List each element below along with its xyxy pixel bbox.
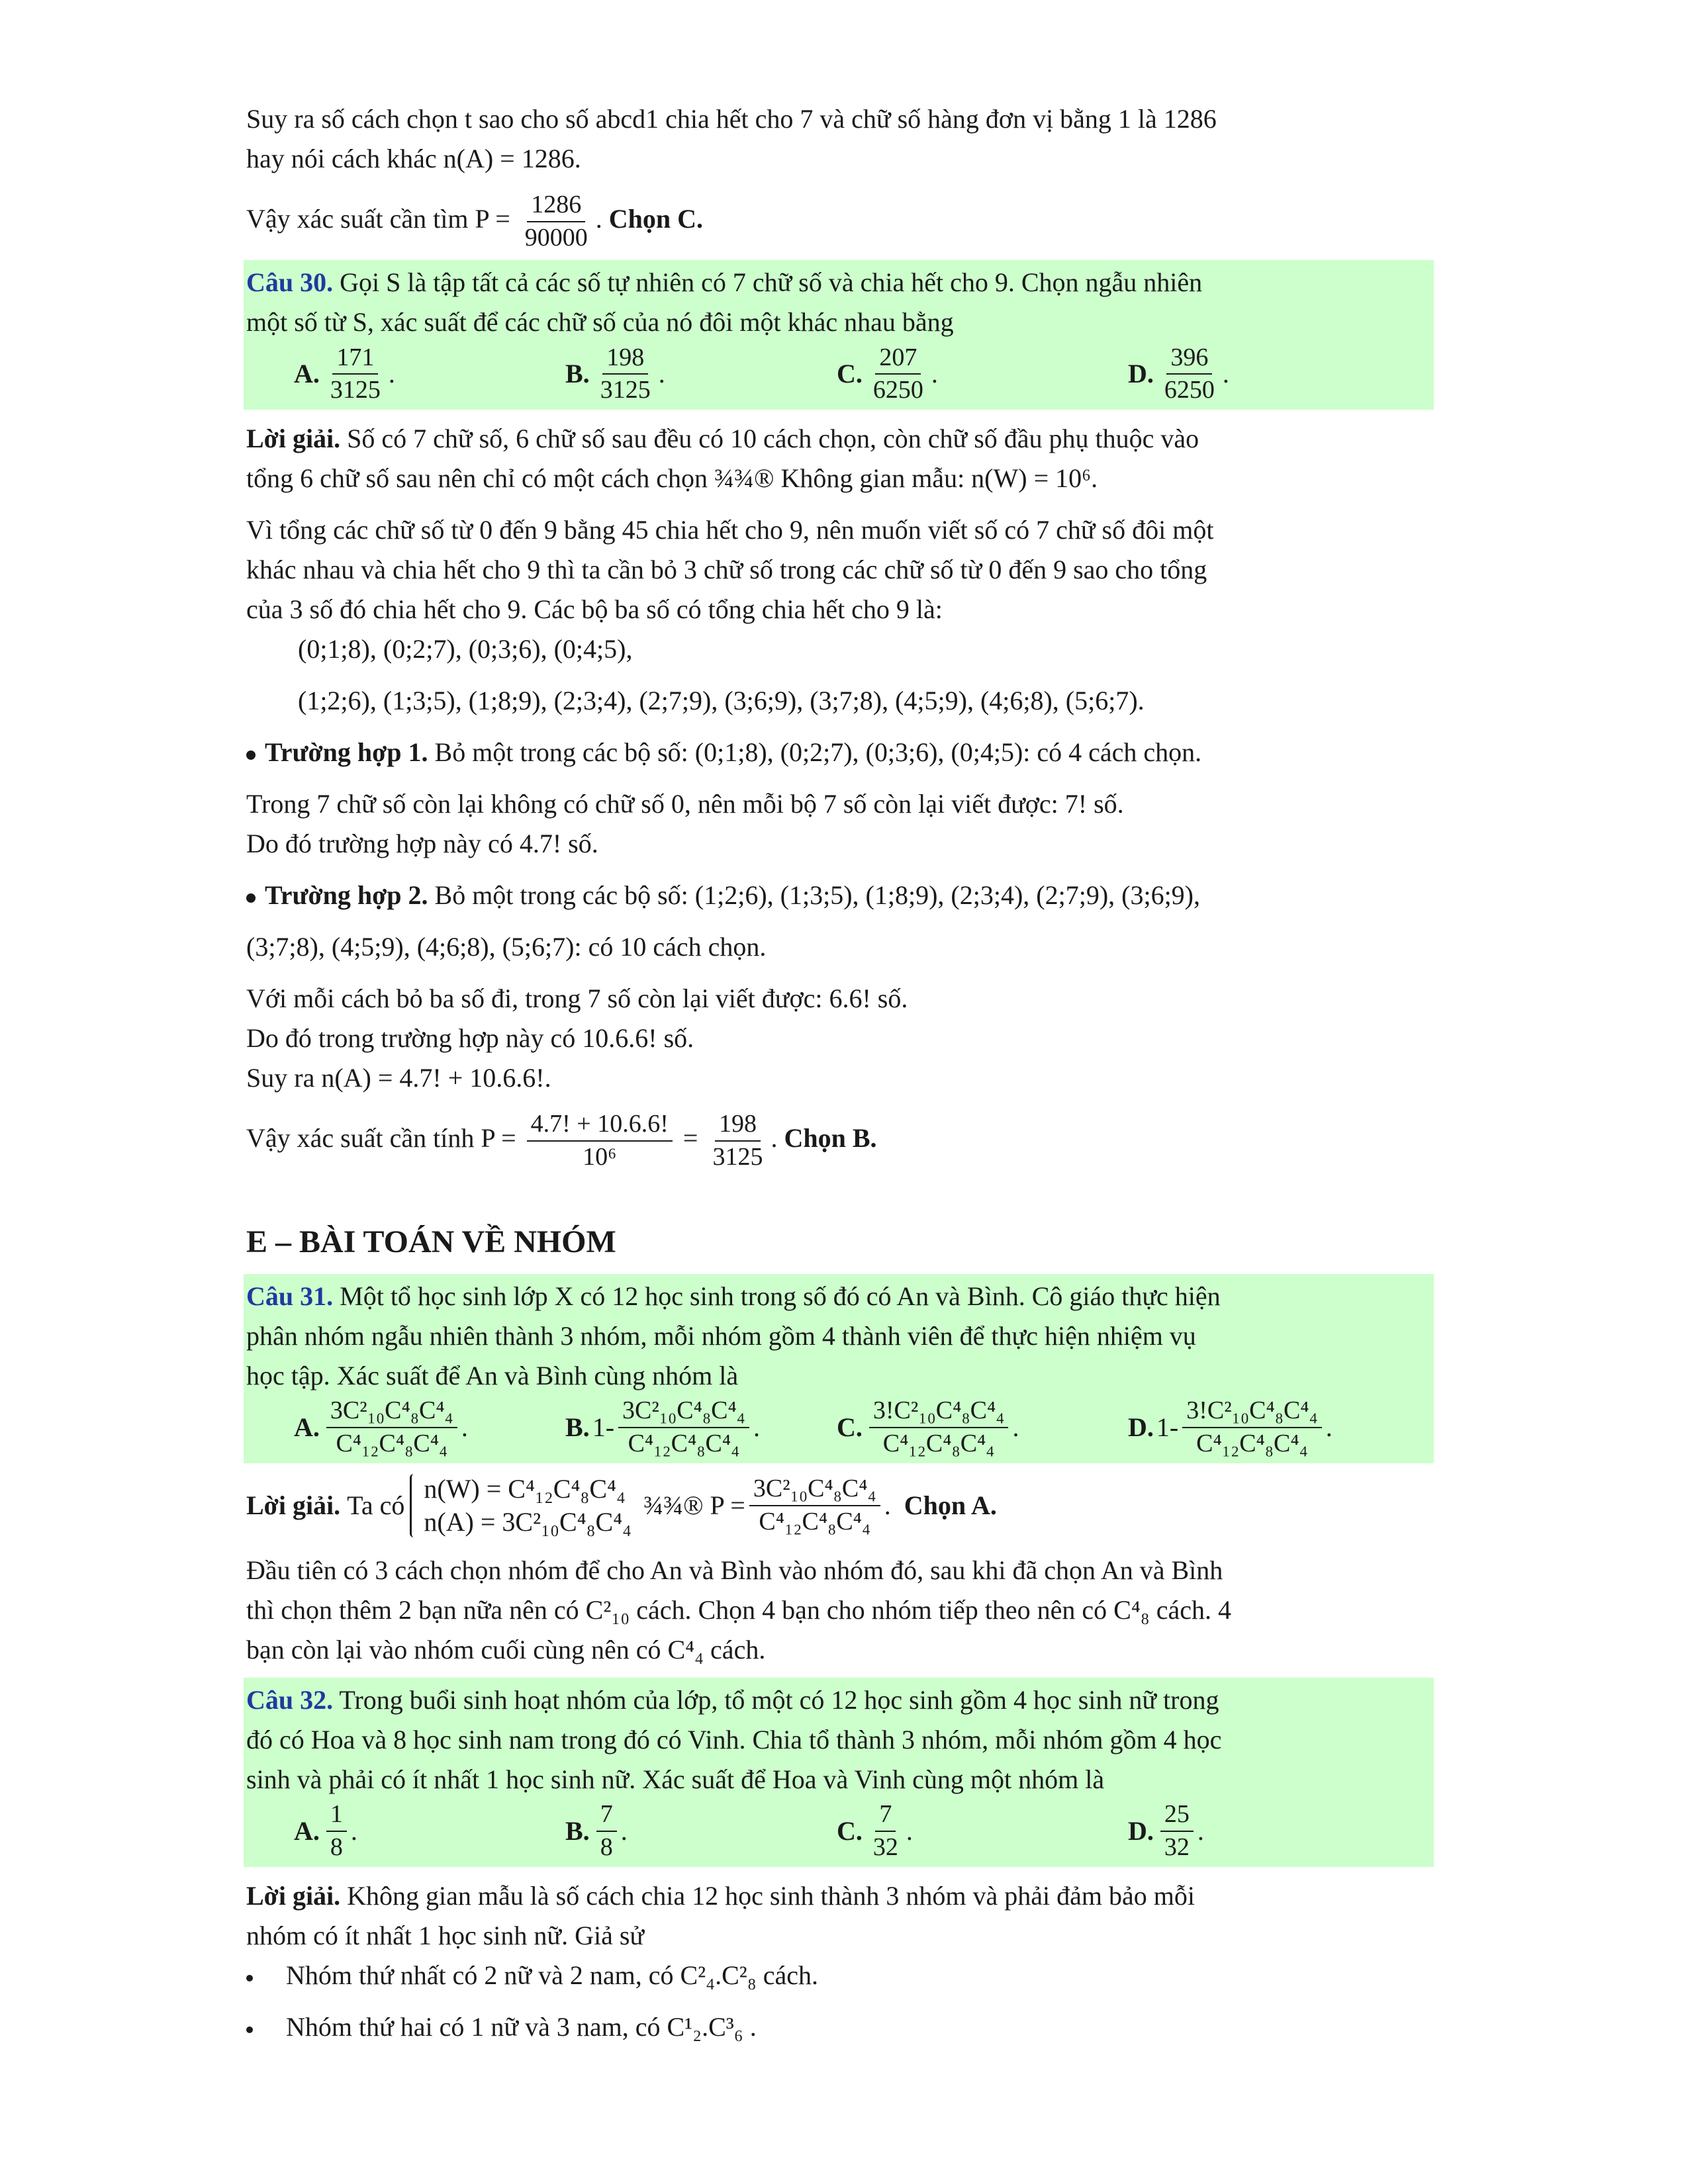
solution-30-choice: Chọn B. bbox=[784, 1123, 877, 1154]
bullet-icon bbox=[246, 751, 256, 760]
intro-fraction: $\frac{1286}{90000}$ bbox=[524, 191, 588, 251]
solution-32-line-2: nhóm có ít nhất 1 học sinh nữ. Giả sử bbox=[246, 1920, 645, 1950]
question-31-option-d[interactable]: D. 1- $\frac{\text{3!C²₁₀C⁴₈C⁴₄}}{\text{C⁴₁₂C⁴₈C⁴₄}}$ . bbox=[1128, 1396, 1333, 1457]
solution-31-line-1: Đầu tiên có 3 cách chọn nhóm để cho An và Bình vào nhóm đó, sau khi đã chọn An và Bình bbox=[246, 1555, 1223, 1585]
question-31-option-b[interactable]: B. 1- $\frac{\text{3C²₁₀C⁴₈C⁴₄}}{\text{C⁴₁₂C⁴₈C⁴₄}}$ . bbox=[565, 1396, 760, 1457]
question-30-text-1: Gọi S là tập tất cả các số tự nhiên có 7 chữ số và chia hết cho 9. Chọn ngẫu nhiên bbox=[340, 267, 1203, 298]
case-2-line-4: Do đó trong trường hợp này có 10.6.6! số. bbox=[246, 1023, 694, 1054]
question-32-text-3: sinh và phải có ít nhất 1 học sinh nữ. Xác suất để Hoa và Vinh cùng một nhóm là bbox=[246, 1764, 1105, 1794]
brace-icon bbox=[410, 1474, 418, 1537]
question-30-option-b[interactable]: B. $\frac{198}{3125}$ . bbox=[565, 343, 665, 404]
solution-30-label: Lời giải. bbox=[246, 424, 341, 454]
bullet-icon bbox=[246, 2026, 253, 2033]
case-2-line-5: Suy ra n(A) = 4.7! + 10.6.6!. bbox=[246, 1063, 551, 1093]
question-30-label: Câu 30. bbox=[246, 267, 334, 298]
solution-31-system: Lời giải. Ta có n(W) = C⁴₁₂C⁴₈C⁴₄ n(A) = 3C²₁₀C⁴₈C⁴₄ ¾¾® P = $\frac{\text{3C²₁₀C⁴₈C⁴₄}}{\text{C⁴₁₂C⁴₈C⁴₄}}$ . Chọn A. bbox=[246, 1473, 1431, 1539]
solution-32-bullet-1: Nhóm thứ nhất có 2 nữ và 2 nam, có C²₄.C²₈ cách. bbox=[246, 1956, 1431, 1995]
question-31-text-3: học tập. Xác suất để An và Bình cùng nhóm là bbox=[246, 1360, 739, 1390]
solution-32-line-1: Không gian mẫu là số cách chia 12 học sinh thành 3 nhóm và phải đảm bảo mỗi bbox=[347, 1880, 1195, 1911]
solution-30-line-4: khác nhau và chia hết cho 9 thì ta cần bỏ 3 chữ số trong các chữ số từ 0 đến 9 sao cho tổng bbox=[246, 555, 1207, 585]
intro-choice: Chọn C. bbox=[608, 203, 704, 234]
question-32-option-a[interactable]: A. $\frac{1}{8}$ . bbox=[294, 1800, 357, 1861]
bullet-icon bbox=[246, 893, 256, 903]
question-30-options bbox=[246, 342, 1431, 406]
question-32-option-b[interactable]: B. $\frac{7}{8}$ . bbox=[565, 1800, 628, 1861]
question-30-option-c[interactable]: C. $\frac{207}{6250}$ . bbox=[837, 343, 938, 404]
final-fraction-2: $\frac{198}{3125}$ bbox=[712, 1110, 763, 1171]
question-32-box bbox=[244, 1678, 1434, 1867]
document-page bbox=[246, 99, 1431, 2047]
solution-31-line-2: thì chọn thêm 2 bạn nữa nên có C²₁₀ cách. Chọn 4 bạn cho nhóm tiếp theo nên có C⁴₈ cách. 4 bbox=[246, 1594, 1231, 1625]
final-fraction-1: $\frac{4.7! + 10.6.6!}{\text{10⁶}}$ bbox=[527, 1110, 673, 1171]
question-31-box bbox=[244, 1274, 1434, 1463]
solution-30-sets-2: (1;2;6), (1;3;5), (1;8;9), (2;3;4), (2;7;9), (3;6;9), (3;7;8), (4;5;9), (4;6;8), (5;6;7). bbox=[298, 686, 1145, 716]
question-32-label: Câu 32. bbox=[246, 1684, 334, 1715]
question-31-option-a[interactable]: A. $\frac{\text{3C²₁₀C⁴₈C⁴₄}}{\text{C⁴₁₂C⁴₈C⁴₄}}$ . bbox=[294, 1396, 468, 1457]
case-1: Trường hợp 1. Bỏ một trong các bộ số: (0;1;8), (0;2;7), (0;3;6), (0;4;5): có 4 cách chọn. bbox=[246, 733, 1431, 772]
question-30-box bbox=[244, 260, 1434, 410]
solution-31-label: Lời giải. bbox=[246, 1490, 341, 1520]
question-31-options bbox=[246, 1396, 1431, 1459]
case-1-line-3: Do đó trường hợp này có 4.7! số. bbox=[246, 829, 598, 859]
solution-30-final: Vậy xác suất cần tính P = $\frac{4.7! + 10.6.6!}{\text{10⁶}}$ = $\frac{198}{3125}$ . Chọn B. bbox=[246, 1110, 877, 1171]
intro-probability: Vậy xác suất cần tìm P = $\frac{1286}{90000}$ . Chọn C. bbox=[246, 191, 704, 251]
case-2-line-3: Với mỗi cách bỏ ba số đi, trong 7 số còn lại viết được: 6.6! số. bbox=[246, 983, 908, 1014]
solution-30-sets-1: (0;1;8), (0;2;7), (0;3;6), (0;4;5), bbox=[298, 634, 633, 664]
question-31-text-1: Một tổ học sinh lớp X có 12 học sinh trong số đó có An và Bình. Cô giáo thực hiện bbox=[340, 1281, 1221, 1311]
solution-30-line-1: Số có 7 chữ số, 6 chữ số sau đều có 10 cách chọn, còn chữ số đầu phụ thuộc vào bbox=[347, 424, 1199, 454]
solution-32-bullet-2: Nhóm thứ hai có 1 nữ và 3 nam, có C¹₂.C³₆ . bbox=[246, 2007, 1431, 2047]
question-32-option-d[interactable]: D. $\frac{25}{32}$ . bbox=[1128, 1800, 1204, 1861]
question-32-option-c[interactable]: C. $\frac{7}{32}$ . bbox=[837, 1800, 913, 1861]
case-2: Trường hợp 2. Bỏ một trong các bộ số: (1;2;6), (1;3;5), (1;8;9), (2;3;4), (2;7;9), (3;6;9), bbox=[246, 876, 1431, 915]
bullet-icon bbox=[246, 1975, 253, 1981]
question-30-option-a[interactable]: A. $\frac{171}{3125}$ . bbox=[294, 343, 395, 404]
question-31-text-2: phân nhóm ngẫu nhiên thành 3 nhóm, mỗi nhóm gồm 4 thành viên để thực hiện nhiệm vụ bbox=[246, 1320, 1196, 1351]
question-30-option-d[interactable]: D. $\frac{396}{6250}$ . bbox=[1128, 343, 1229, 404]
solution-30-line-2: tổng 6 chữ số sau nên chỉ có một cách chọn ¾¾® Không gian mẫu: n(W) = 10⁶. bbox=[246, 463, 1098, 494]
question-32-text-2: đó có Hoa và 8 học sinh nam trong đó có Vinh. Chia tổ thành 3 nhóm, mỗi nhóm gồm 4 học bbox=[246, 1724, 1222, 1754]
solution-31-line-3: bạn còn lại vào nhóm cuối cùng nên có C⁴₄ cách. bbox=[246, 1634, 766, 1664]
equation-system: n(W) = C⁴₁₂C⁴₈C⁴₄ n(A) = 3C²₁₀C⁴₈C⁴₄ bbox=[410, 1473, 632, 1539]
intro-line-1: Suy ra số cách chọn t sao cho số abcd1 chia hết cho 7 và chữ số hàng đơn vị bằng 1 là 1286 bbox=[246, 104, 1217, 134]
question-32-text-1: Trong buổi sinh hoạt nhóm của lớp, tổ một có 12 học sinh gồm 4 học sinh nữ trong bbox=[339, 1684, 1219, 1715]
question-30-text-2: một số từ S, xác suất để các chữ số của nó đôi một khác nhau bằng bbox=[246, 307, 954, 338]
solution-31-fraction: $\frac{\text{3C²₁₀C⁴₈C⁴₄}}{\text{C⁴₁₂C⁴₈C⁴₄}}$ bbox=[749, 1475, 880, 1536]
case-2-line-2: (3;7;8), (4;5;9), (4;6;8), (5;6;7): có 10 cách chọn. bbox=[246, 932, 767, 962]
solution-30-line-5: của 3 số đó chia hết cho 9. Các bộ ba số có tổng chia hết cho 9 là: bbox=[246, 594, 943, 625]
arrow-text: ¾¾® bbox=[643, 1490, 704, 1520]
case-1-line-2: Trong 7 chữ số còn lại không có chữ số 0, nên mỗi bộ 7 số còn lại viết được: 7! số. bbox=[246, 789, 1124, 819]
solution-31-choice: Chọn A. bbox=[904, 1490, 997, 1520]
section-heading: E – BÀI TOÁN VỀ NHÓM bbox=[246, 1224, 616, 1259]
question-31-label: Câu 31. bbox=[246, 1281, 334, 1311]
solution-30-line-3: Vì tổng các chữ số từ 0 đến 9 bằng 45 chia hết cho 9, nên muốn viết số có 7 chữ số đôi một bbox=[246, 515, 1214, 545]
question-31-option-c[interactable]: C. $\frac{\text{3!C²₁₀C⁴₈C⁴₄}}{\text{C⁴₁₂C⁴₈C⁴₄}}$ . bbox=[837, 1396, 1019, 1457]
solution-32-label: Lời giải. bbox=[246, 1880, 341, 1911]
intro-line-2: hay nói cách khác n(A) = 1286. bbox=[246, 144, 581, 173]
question-32-options bbox=[246, 1799, 1431, 1863]
